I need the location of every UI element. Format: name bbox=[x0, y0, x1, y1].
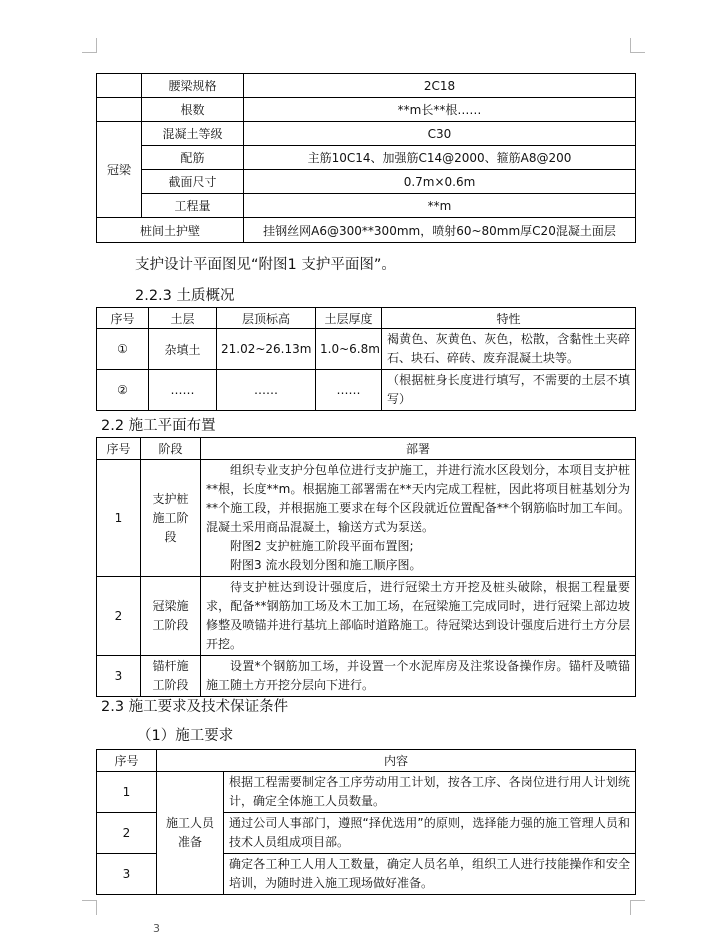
crop-mark-top-right bbox=[630, 38, 645, 53]
row-content: 通过公司人事部门，遵照“择优选用”的原则，选择能力强的施工管理人员和技术人员组成项目部。 bbox=[224, 813, 636, 854]
wall-label: 桩间土护壁 bbox=[97, 218, 244, 243]
header-no: 序号 bbox=[97, 438, 141, 460]
row-no: 3 bbox=[97, 854, 157, 895]
header-layer: 土层 bbox=[149, 308, 217, 329]
row-elev: 21.02~26.13m bbox=[217, 329, 316, 370]
section-label: 截面尺寸 bbox=[142, 170, 244, 194]
soil-table bbox=[96, 307, 636, 411]
section-value: 0.7m×0.6m bbox=[244, 170, 636, 194]
row-stage: 支护桩施工阶段 bbox=[141, 460, 201, 577]
layout-heading: 2.2 施工平面布置 bbox=[101, 418, 216, 434]
row-feature: 褐黄色、灰黄色、灰色，松散，含黏性土夹碎石、块石、碎砖、废弃混凝土块等。 bbox=[382, 329, 636, 370]
deploy-figure-ref: 附图2 支护桩施工阶段平面布置图; bbox=[230, 539, 414, 553]
deploy-figure-ref: 附图3 流水段划分图和施工顺序图。 bbox=[230, 558, 422, 572]
header-thick: 土层厚度 bbox=[316, 308, 382, 329]
quantity-label: 工程量 bbox=[142, 194, 244, 218]
header-stage: 阶段 bbox=[141, 438, 201, 460]
row-no: 1 bbox=[97, 772, 157, 813]
row-feature: （根据桩身长度进行填写，不需要的土层不填写） bbox=[382, 370, 636, 411]
header-no: 序号 bbox=[97, 750, 157, 772]
crop-mark-bottom-right bbox=[630, 900, 645, 915]
wall-value: 挂钢丝网A6@300**300mm，喷射60~80mm厚C20混凝土面层 bbox=[244, 218, 636, 243]
header-no: 序号 bbox=[97, 308, 149, 329]
crop-mark-bottom-left bbox=[82, 900, 97, 915]
row-layer: …… bbox=[149, 370, 217, 411]
group-label: 冠梁 bbox=[97, 122, 142, 218]
support-note: 支护设计平面图见“附图1 支护平面图”。 bbox=[135, 257, 396, 273]
row-elev: …… bbox=[217, 370, 316, 411]
header-elev: 层顶标高 bbox=[217, 308, 316, 329]
layout-table bbox=[96, 437, 636, 697]
waist-spec-value: 2C18 bbox=[244, 74, 636, 98]
waist-spec-label: 腰梁规格 bbox=[142, 74, 244, 98]
rebar-label: 配筋 bbox=[142, 146, 244, 170]
crop-mark-top-left bbox=[82, 38, 97, 53]
concrete-label: 混凝土等级 bbox=[142, 122, 244, 146]
row-deploy bbox=[201, 577, 636, 656]
row-no: 1 bbox=[97, 460, 141, 577]
count-value: **m长**根…… bbox=[244, 98, 636, 122]
table-cell bbox=[97, 74, 142, 98]
row-thick: …… bbox=[316, 370, 382, 411]
page-number: 3 bbox=[153, 922, 160, 935]
row-deploy bbox=[201, 656, 636, 697]
row-stage: 冠梁施工阶段 bbox=[141, 577, 201, 656]
header-content: 内容 bbox=[157, 750, 636, 772]
req-heading: 2.3 施工要求及技术保证条件 bbox=[101, 699, 289, 715]
row-content: 根据工程需要制定各工序劳动用工计划，按各工序、各岗位进行用人计划统计，确定全体施工人员数量。 bbox=[224, 772, 636, 813]
row-stage: 锚杆施工阶段 bbox=[141, 656, 201, 697]
table-cell bbox=[97, 98, 142, 122]
row-deploy bbox=[201, 460, 636, 577]
req-table bbox=[96, 749, 636, 895]
guanliang-table bbox=[96, 73, 636, 243]
header-feature: 特性 bbox=[382, 308, 636, 329]
rebar-value: 主筋10C14、加强筋C14@2000、箍筋A8@200 bbox=[244, 146, 636, 170]
soil-heading: 2.2.3 土质概况 bbox=[135, 288, 235, 304]
row-no: ② bbox=[97, 370, 149, 411]
deploy-paragraph: 待支护桩达到设计强度后，进行冠梁土方开挖及桩头破除，根据工程量要求，配备**钢筋加工场及木工加工场，在冠梁施工完成同时，进行冠梁上部边坡修整及喷锚并进行基坑上部临时道路施工。待冠梁达到设计强度后进行土方分层开挖。 bbox=[206, 580, 630, 651]
group-label: 施工人员准备 bbox=[157, 772, 224, 895]
row-no: 3 bbox=[97, 656, 141, 697]
deploy-paragraph: 组织专业支护分包单位进行支护施工，并进行流水区段划分，本项目支护桩**根，长度**m。根据施工部署需在**天内完成工程桩，因此将项目桩基划分为**个施工段，并根据施工要求在每个区段就近位置配备**个钢筋临时加工车间。混凝土采用商品混凝土，输送方式为泵送。 bbox=[206, 463, 630, 534]
header-deploy: 部署 bbox=[201, 438, 636, 460]
row-no: 2 bbox=[97, 577, 141, 656]
row-no: 2 bbox=[97, 813, 157, 854]
row-layer: 杂填土 bbox=[149, 329, 217, 370]
row-thick: 1.0~6.8m bbox=[316, 329, 382, 370]
row-content: 确定各工种工人用人工数量，确定人员名单，组织工人进行技能操作和安全培训，为随时进入施工现场做好准备。 bbox=[224, 854, 636, 895]
row-no: ① bbox=[97, 329, 149, 370]
concrete-value: C30 bbox=[244, 122, 636, 146]
deploy-paragraph: 设置*个钢筋加工场，并设置一个水泥库房及注浆设备操作房。锚杆及喷锚施工随土方开挖分层向下进行。 bbox=[206, 659, 630, 692]
req-subheading: （1）施工要求 bbox=[137, 728, 234, 744]
quantity-value: **m bbox=[244, 194, 636, 218]
count-label: 根数 bbox=[142, 98, 244, 122]
